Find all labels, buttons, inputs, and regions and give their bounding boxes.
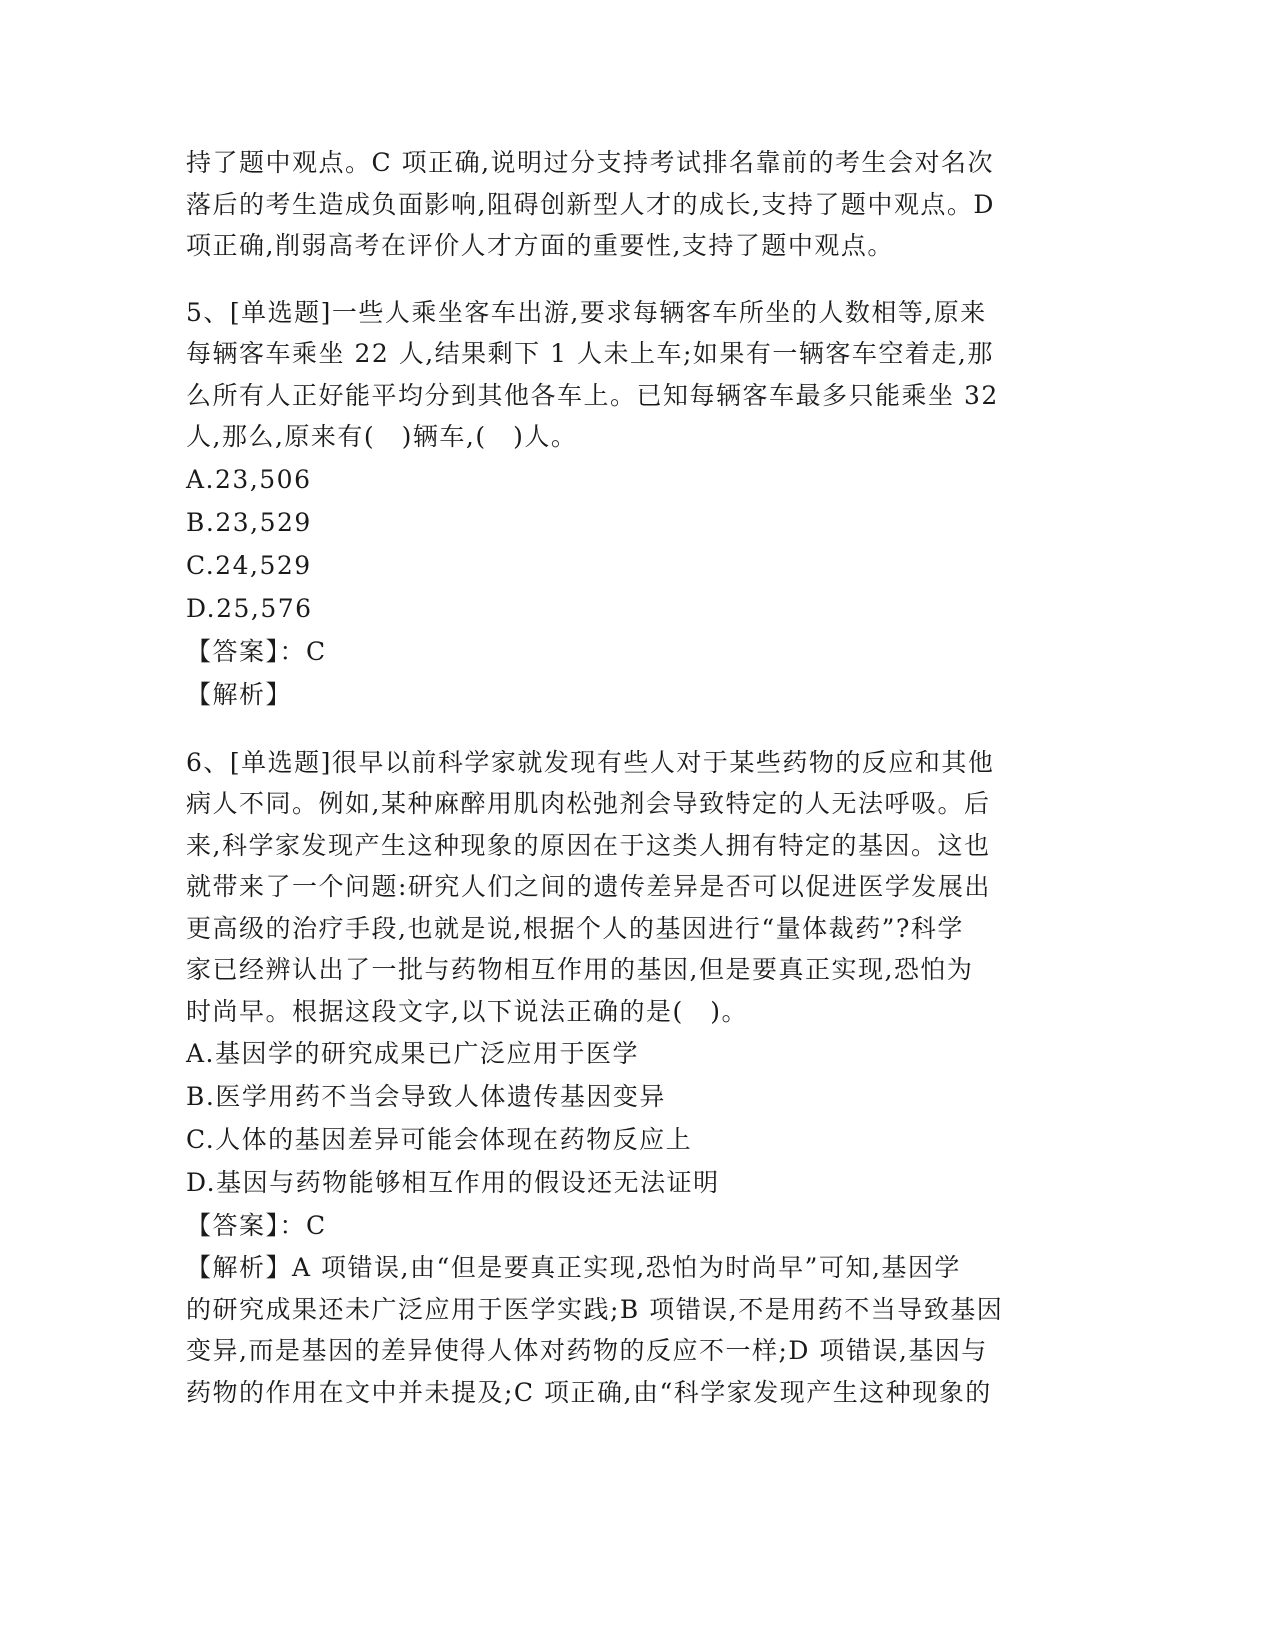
text-line: 更高级的治疗手段,也就是说,根据个人的基因进行“量体裁药”?科学 bbox=[186, 913, 964, 943]
question-stem bbox=[186, 292, 1066, 458]
text-line: 时尚早。根据这段文字,以下说法正确的是( )。 bbox=[186, 996, 748, 1026]
text-line: 5、[单选题]一些人乘坐客车出游,要求每辆客车所坐的人数相等,原来 bbox=[186, 297, 987, 327]
option-c: C.人体的基因差异可能会体现在药物反应上 bbox=[186, 1125, 693, 1154]
text-line: 人,那么,原来有( )辆车,( )人。 bbox=[186, 422, 578, 451]
document-page bbox=[186, 142, 1066, 1413]
text-line: 落后的考生造成负面影响,阻碍创新型人才的成长,支持了题中观点。D bbox=[186, 189, 995, 219]
text-line: 变异,而是基因的差异使得人体对药物的反应不一样;D 项错误,基因与 bbox=[186, 1336, 988, 1365]
question-stem bbox=[186, 742, 1066, 1033]
option-b: B.23,529 bbox=[186, 507, 312, 537]
option-d: D.基因与药物能够相互作用的假设还无法证明 bbox=[186, 1168, 720, 1197]
answer-line: 【答案】：C bbox=[186, 1211, 327, 1240]
text-line: 么所有人正好能平均分到其他各车上。已知每辆客车最多只能乘坐 32 bbox=[186, 380, 999, 410]
answer-line: 【答案】：C bbox=[186, 636, 327, 666]
option-d: D.25,576 bbox=[186, 593, 313, 623]
text-line: 就带来了一个问题:研究人们之间的遗传差异是否可以促进医学发展出 bbox=[186, 872, 991, 901]
text-line: 的研究成果还未广泛应用于医学实践;B 项错误,不是用药不当导致基因 bbox=[186, 1294, 1004, 1324]
analysis-label: 【解析】 bbox=[186, 679, 293, 709]
text-line: 项正确,削弱高考在评价人才方面的重要性,支持了题中观点。 bbox=[186, 231, 894, 260]
option-a: A.基因学的研究成果已广泛应用于医学 bbox=[186, 1039, 640, 1068]
text-line: 药物的作用在文中并未提及;C 项正确,由“科学家发现产生这种现象的 bbox=[186, 1377, 992, 1407]
prev-explanation bbox=[186, 142, 1066, 267]
text-line: 持了题中观点。C 项正确,说明过分支持考试排名靠前的考生会对名次 bbox=[186, 148, 995, 177]
option-b: B.医学用药不当会导致人体遗传基因变异 bbox=[186, 1082, 666, 1111]
text-line: 6、[单选题]很早以前科学家就发现有些人对于某些药物的反应和其他 bbox=[186, 747, 995, 777]
question-5 bbox=[186, 292, 1066, 716]
question-6 bbox=[186, 742, 1066, 1414]
text-line: 家已经辨认出了一批与药物相互作用的基因,但是要真正实现,恐怕为 bbox=[186, 955, 974, 984]
analysis-text bbox=[186, 1247, 1066, 1413]
text-line: 病人不同。例如,某种麻醉用肌肉松弛剂会导致特定的人无法呼吸。后 bbox=[186, 789, 991, 818]
option-c: C.24,529 bbox=[186, 550, 312, 580]
text-line: 来,科学家发现产生这种现象的原因在于这类人拥有特定的基因。这也 bbox=[186, 830, 991, 860]
option-a: A.23,506 bbox=[186, 464, 312, 494]
text-line: 每辆客车乘坐 22 人,结果剩下 1 人未上车;如果有一辆客车空着走,那 bbox=[186, 339, 994, 368]
text-line: 【解析】A 项错误,由“但是要真正实现,恐怕为时尚早”可知,基因学 bbox=[186, 1253, 961, 1282]
